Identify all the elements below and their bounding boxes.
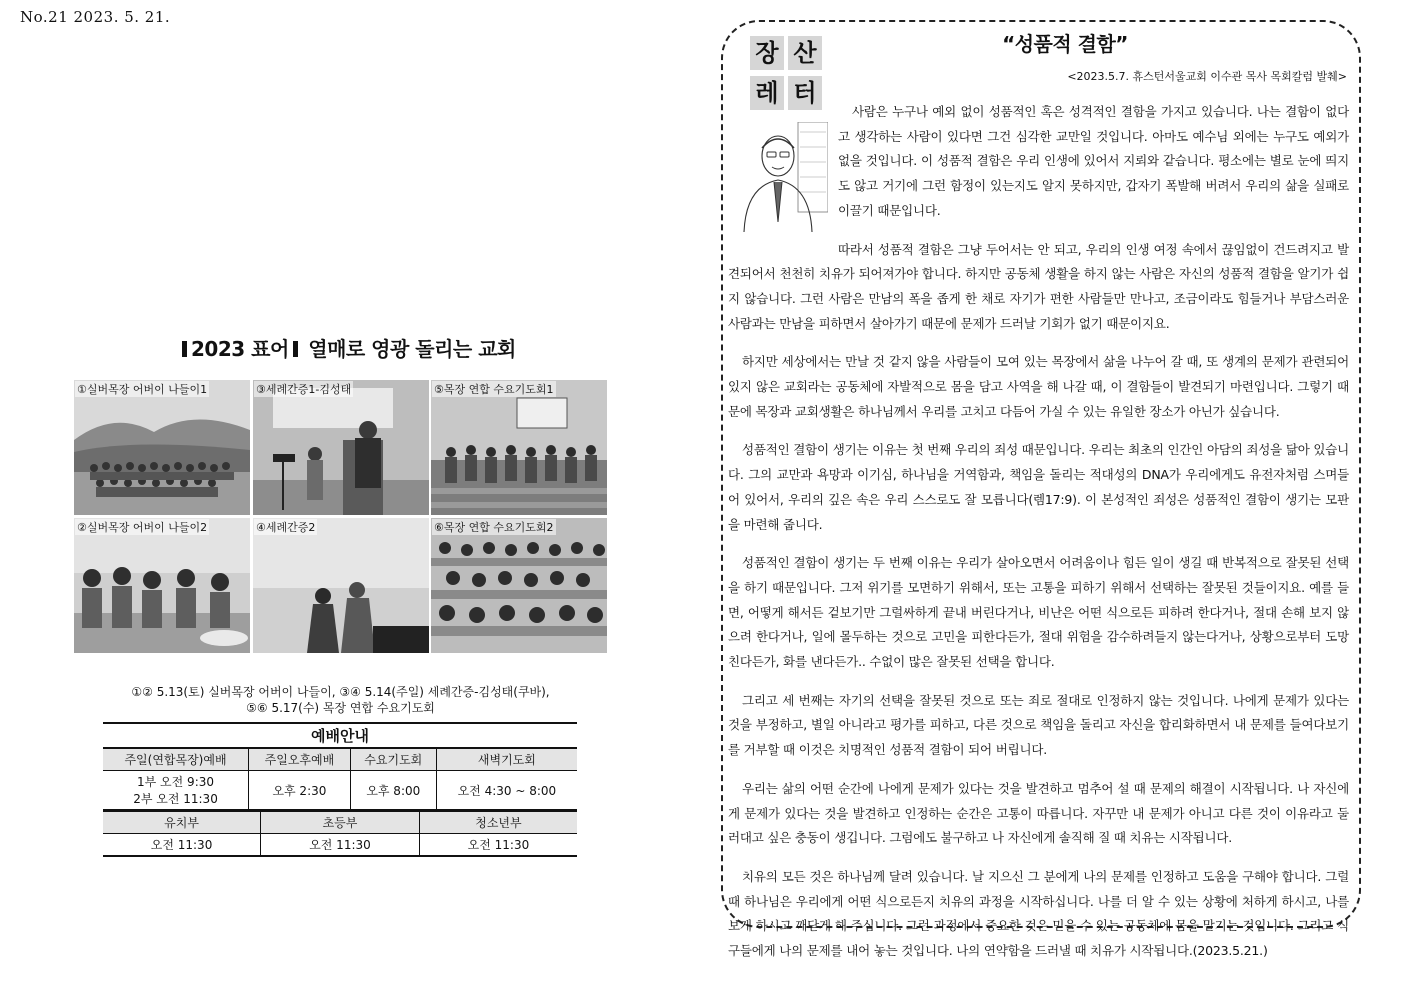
school-time: 오전 11:30 bbox=[261, 834, 420, 857]
column-source: <2023.5.7. 휴스턴서울교회 이수관 목사 목회칼럼 발췌> bbox=[1067, 70, 1347, 83]
photo-image bbox=[74, 518, 250, 653]
worship-title: 예배안내 bbox=[103, 722, 577, 748]
column-title: “성품적 결함” bbox=[1002, 32, 1128, 56]
photo-silver-outing-2 bbox=[74, 518, 250, 653]
column-paragraph: 사람은 누구나 예외 없이 성품적인 혹은 성격적인 결함을 가지고 있습니다. 나는 결함이 없다고 생각하는 사람이 있다면 그건 심각한 교만일 것입니다. 아마도 예수님 외에는 누구도 예외가 없을 것입니다. 이 성품적 결함은 우리 인생에 있어서 지뢰와 같습니다. 평소에는 별로 눈에 띄지도 않고 거기에 그런 함정이 있는지도 알지 못하지만, 갑자기 폭발해 버려서 우리의 삶을 실패로 이끌기 때문입니다. bbox=[838, 104, 1349, 218]
logo-char: 산 bbox=[788, 36, 822, 70]
bar-mark bbox=[182, 341, 187, 357]
church-motto bbox=[178, 333, 518, 362]
logo-char: 터 bbox=[788, 76, 822, 110]
photo-prayer-meeting-2 bbox=[431, 518, 607, 653]
photo-silver-outing-1 bbox=[74, 380, 250, 515]
photo-caption: ②실버목장 어버이 나들이2 bbox=[77, 521, 208, 534]
photo-note bbox=[74, 684, 607, 716]
column-body bbox=[728, 100, 1349, 978]
photo-note-line: ⑤⑥ 5.17(수) 목장 연합 수요기도회 bbox=[246, 701, 435, 715]
logo-char: 레 bbox=[750, 76, 784, 110]
photo-caption: ①실버목장 어버이 나들이1 bbox=[77, 383, 208, 396]
service-1: 1부 오전 9:30 bbox=[137, 775, 215, 789]
header-cell: 새벽기도회 bbox=[436, 749, 577, 771]
photo-caption: ④세례간증2 bbox=[256, 521, 316, 534]
column-paragraph: 성품적인 결함이 생기는 이유는 첫 번째 우리의 죄성 때문입니다. 우리는 최초의 인간인 아담의 죄성을 닮아 있습니다. 그의 교만과 욕망과 이기심, 하나님을 거역함과, 책임을 돌리는 적대성의 DNA가 우리에게도 유전자처럼 스며들어 있어서, 우리의 깊은 속은 우리 스스로도 잘 모릅니다(렘17:9). 이 본성적인 죄성은 성품적인 결함이 생기는 모판을 마련해 줍니다. bbox=[728, 442, 1349, 532]
sunday-service-times bbox=[103, 771, 249, 811]
header-cell: 초등부 bbox=[261, 812, 420, 834]
photo-prayer-meeting-1 bbox=[431, 380, 607, 515]
photo-image bbox=[431, 380, 607, 515]
worship-schedule bbox=[103, 722, 577, 857]
portrait-spacer bbox=[728, 100, 838, 218]
column-paragraph: 성품적인 결함이 생기는 두 번째 이유는 우리가 살아오면서 어려움이나 힘든 일이 생길 때 반복적으로 잘못된 선택을 하기 때문입니다. 그저 위기를 모면하기 위해서, 또는 고통을 피하기 위해서 선택하는 잘못된 것들이지요. 예를 들면, 어떻게 해서든 겉보기만 그럴싸하게 끝내 버린다거나, 비난은 어떤 식으로든 피하려 한다거나, 절대 손해 보지 않으려 한다거나, 일에 몰두하는 것으로 고민을 피한다든가, 절대 위험을 감수하려들지 않는다거나, 상황으로부터 도망친다든가, 화를 낸다든가.. 수없이 많은 잘못된 선택을 합니다. bbox=[728, 555, 1349, 670]
photo-image bbox=[253, 518, 429, 653]
header-cell: 유치부 bbox=[103, 812, 261, 834]
logo-char: 장 bbox=[750, 36, 784, 70]
photo-image bbox=[431, 518, 607, 653]
school-time: 오전 11:30 bbox=[103, 834, 261, 857]
column-paragraph: 우리는 삶의 어떤 순간에 나에게 문제가 있다는 것을 발견하고 멈추어 설 때 문제의 해결이 시작됩니다. 나 자신에게 문제가 있다는 것을 발견하고 인정하는 순간은 고통이 따릅니다. 자꾸만 내 문제가 아니고 다른 것이 이유라고 둘러대고 싶은 충동이 생깁니다. 그럼에도 불구하고 나 자신에게 솔직해 질 때 치유는 시작됩니다. bbox=[728, 780, 1349, 846]
dawn-time: 오전 4:30 ~ 8:00 bbox=[436, 771, 577, 811]
motto-year: 2023 표어 bbox=[191, 337, 289, 361]
photo-testimony-2 bbox=[253, 518, 429, 653]
motto-text: 열매로 영광 돌리는 교회 bbox=[308, 337, 516, 361]
photo-testimony-1 bbox=[253, 380, 429, 515]
photo-image bbox=[74, 380, 250, 515]
photo-caption: ③세례간증1-김성태 bbox=[256, 383, 352, 396]
photo-caption: ⑤목장 연합 수요기도회1 bbox=[434, 383, 554, 396]
header-cell: 수요기도회 bbox=[350, 749, 436, 771]
service-2: 2부 오전 11:30 bbox=[133, 792, 218, 806]
photo-grid bbox=[74, 380, 607, 654]
header-cell: 주일(연합목장)예배 bbox=[103, 749, 249, 771]
school-time: 오전 11:30 bbox=[419, 834, 577, 857]
school-table bbox=[103, 811, 577, 857]
header-cell: 청소년부 bbox=[419, 812, 577, 834]
bar-mark bbox=[293, 341, 298, 357]
photo-caption: ⑥목장 연합 수요기도회2 bbox=[434, 521, 554, 534]
column-paragraph: 치유의 모든 것은 하나님께 달려 있습니다. 날 지으신 그 분에게 나의 문제를 인정하고 도움을 구해야 합니다. 그럴 때 하나님은 우리에게 어떤 식으로든지 치유의 과정을 시작하십니다. 나를 더 알 수 있는 상황에 처하게 하시고, 나를 보게 하시고 깨닫게 해 주십니다. 그런 과정에서 중요한 것은 믿을 수 있는 공동체에 몸을 맡기는 것입니다. 그리고 식구들에게 나의 문제를 내어 놓는 것입니다. 나의 연약함을 드러낼 때 치유가 시작됩니다.(2023.5.21.) bbox=[728, 868, 1349, 959]
column-paragraph: 하지만 세상에서는 만날 것 같지 않을 사람들이 모여 있는 목장에서 삶을 나누어 갈 때, 또 생계의 문제가 관련되어 있지 않은 교회라는 공동체에 자발적으로 몸을 담고 사역을 해 나갈 때, 이 결함들이 발견되기 마련입니다. 그렇기 때문에 목장과 교회생활은 하나님께서 우리를 고치고 다듬어 가실 수 있는 유일한 장소가 아닌가 싶습니다. bbox=[728, 354, 1349, 419]
worship-table bbox=[103, 748, 577, 811]
wednesday-time: 오후 8:00 bbox=[350, 771, 436, 811]
header-cell: 주일오후예배 bbox=[249, 749, 351, 771]
column-paragraph: 그리고 세 번째는 자기의 선택을 잘못된 것으로 또는 죄로 절대로 인정하지 않는 것입니다. 나에게 문제가 있다는 것을 부정하고, 별일 아니라고 평가를 피하고, 다른 것으로 책임을 돌리고 자신을 합리화하면서 내 문제를 들여다보기를 거부할 때 이것은 치명적인 성품적 결함이 되어 버립니다. bbox=[728, 692, 1349, 758]
photo-image bbox=[253, 380, 429, 515]
issue-number: No.21 2023. 5. 21. bbox=[20, 8, 171, 26]
photo-note-line: ①② 5.13(토) 실버목장 어버이 나들이, ③④ 5.14(주일) 세례간증-김성태(쿠바), bbox=[131, 685, 550, 699]
column-paragraph: 따라서 성품적 결함은 그냥 두어서는 안 되고, 우리의 인생 여정 속에서 끊임없이 건드려지고 발견되어서 천천히 치유가 되어져가야 합니다. 하지만 공동체 생활을 하지 않는 사람은 자신의 성품적 결함을 알기가 쉽지 않습니다. 그런 사람은 만남의 폭을 좁게 한 채로 자기가 편한 사람들만 만나고, 조금이라도 힘들거나 부담스러운 사람과는 만남을 피하면서 살아가기 때문에 문제가 드러날 기회가 없기 때문이지요. bbox=[728, 241, 1349, 331]
afternoon-time: 오후 2:30 bbox=[249, 771, 351, 811]
